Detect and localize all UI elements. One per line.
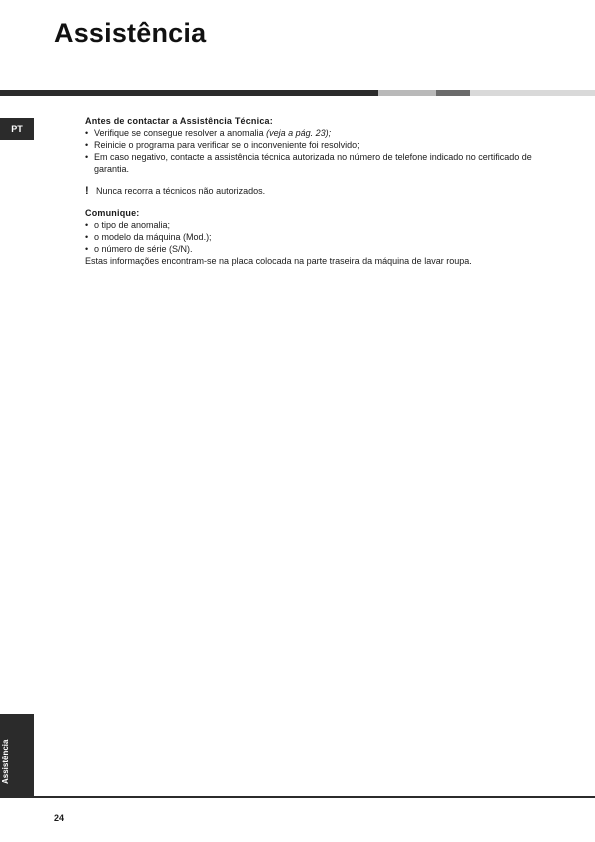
list-item: • o modelo da máquina (Mod.); [85, 231, 535, 243]
section-heading-communicate: Comunique: [85, 208, 140, 218]
header-rule-dark [0, 90, 378, 96]
section-heading-before-contact: Antes de contactar a Assistência Técnica: [85, 116, 273, 126]
footer-rule [0, 796, 595, 798]
list-item: • Reinicie o programa para verificar se o inconveniente foi resolvido; [85, 139, 535, 151]
header-rule-mid [436, 90, 470, 96]
warning-icon: ! [85, 185, 89, 197]
warning-text: Nunca recorra a técnicos não autorizados. [96, 186, 266, 196]
list-item: • Em caso negativo, contacte a assistência técnica autorizada no número de telefone indicado no certificado de garantia. [85, 151, 535, 175]
list-item [85, 127, 535, 139]
communicate-list [85, 219, 535, 255]
info-footnote: Estas informações encontram-se na placa colocada na parte traseira da máquina de lavar roupa. [85, 256, 472, 266]
list-item-text: Verifique se consegue resolver a anomalia [94, 128, 267, 138]
checklist [85, 127, 535, 175]
communicate-section [85, 207, 535, 267]
header-rule-light [378, 90, 436, 96]
warning-note [85, 185, 535, 197]
page-number: 24 [54, 813, 65, 823]
header-rule [0, 90, 595, 96]
page-title: Assistência [54, 18, 207, 48]
list-item: • o número de série (S/N). [85, 243, 535, 255]
language-tab: PT [0, 118, 34, 140]
main-content [85, 115, 535, 267]
page-reference: (veja a pág. 23); [266, 128, 332, 138]
side-tab-label: Assistência [1, 739, 10, 784]
side-section-tab [0, 714, 34, 796]
list-item: • o tipo de anomalia; [85, 219, 535, 231]
header-rule-pale [470, 90, 595, 96]
